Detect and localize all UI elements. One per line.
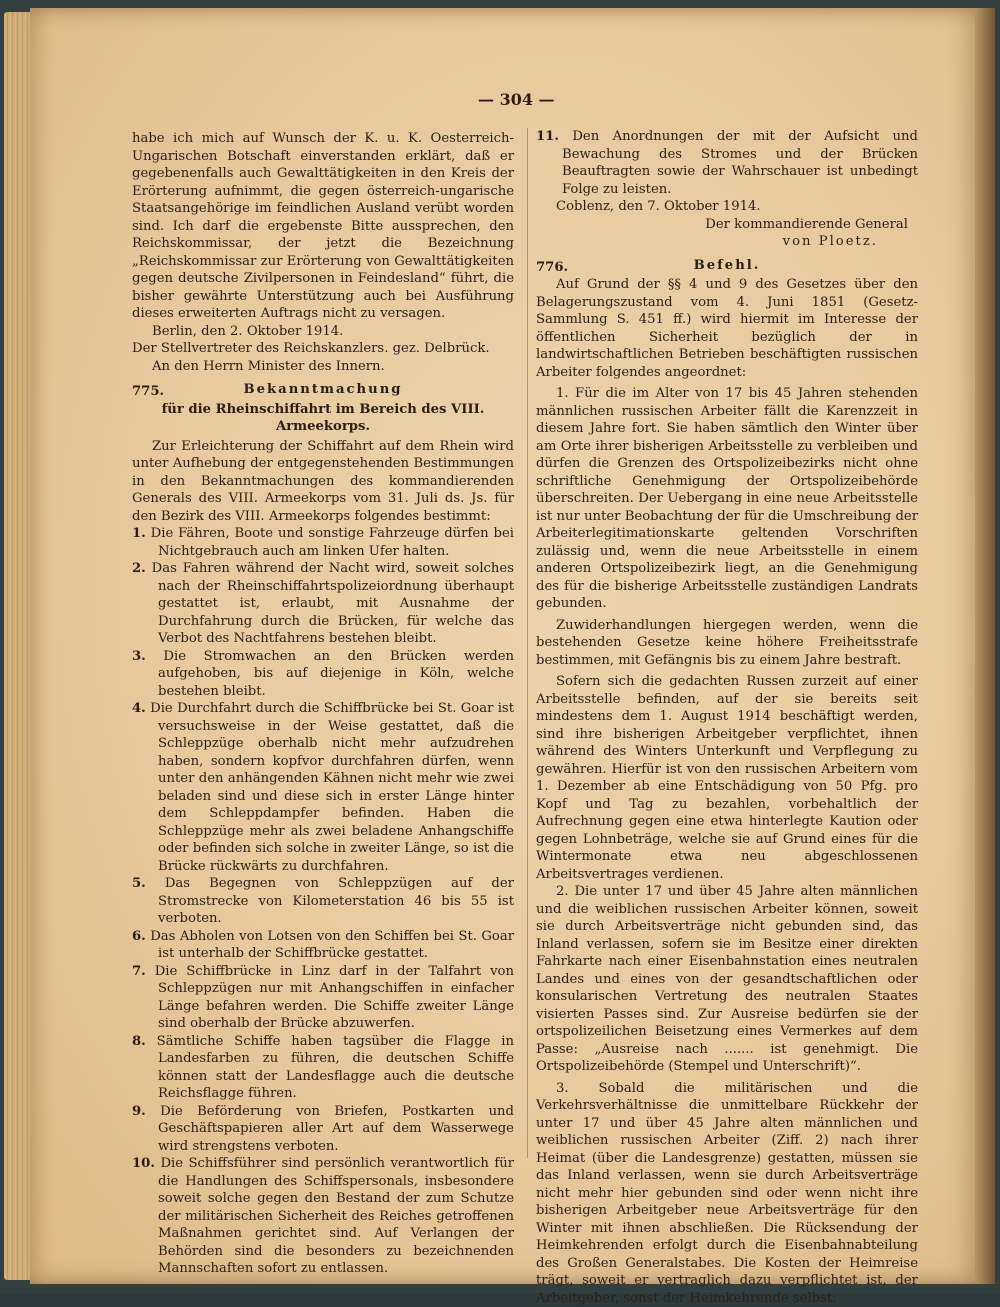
list-item [132, 1033, 514, 1103]
list-item-text: Die Beförderung von Briefen, Postkarten und Geschäftspapieren aller Art auf dem Wasserwege wird strengstens verboten. [158, 1104, 514, 1154]
list-item-number: 5. [132, 876, 146, 891]
list-item-text: Sämtliche Schiffe haben tagsüber die Flagge in Landesfarben zu führen, die deutschen Schiffe können statt der Landesflagge auch die deutsche Reichsflagge führen. [157, 1034, 514, 1102]
item-11 [536, 128, 918, 198]
item-11-text: Den Anordnungen der mit der Aufsicht und Bewachung des Stromes und der Brücken Beauftragten sowie der Wahrschauer ist unbedingt Folge zu leisten. [562, 129, 918, 197]
list-item [132, 560, 514, 648]
section-776-number: 776. [536, 259, 568, 277]
section-776-title: Befehl. [536, 257, 918, 275]
list-item-text: Die Durchfahrt durch die Schiffbrücke bei St. Goar ist versuchsweise in der Weise gestattet, daß die Schleppzüge oberhalb nicht mehr aufzudrehen haben, sondern kopfvor durchfahren dürfen, wenn unter den anhängenden Kähnen nicht mehr wie zwei beladen sind und diese sich in erster Länge hinter dem Schleppdampfer befinden. Haben die Schleppzüge mehr als zwei beladene Anhangschiffe oder befinden sich solche in zweiter Länge, so ist die Brücke rückwärts zu durchfahren. [150, 701, 514, 874]
list-item-text: Die Schiffbrücke in Linz darf in der Talfahrt von Schleppzügen nur mit Anhangschiffen in einfacher Länge befahren werden. Die Schiffe zweiter Länge sind oberhalb der Brücke abzuwerfen. [155, 964, 514, 1032]
page-number: — 304 — [478, 90, 555, 109]
section-775-header [132, 381, 514, 399]
section-775-items [132, 525, 514, 1278]
list-item-number: 7. [132, 964, 146, 979]
list-item [132, 875, 514, 928]
left-column [132, 130, 514, 1278]
right-column [536, 128, 918, 1307]
section-776-para-4: 2. Die unter 17 und über 45 Jahre alten männlichen und die weiblichen russischen Arbeiter können, soweit sie durch Arbeitsverträge nicht gebunden sind, das Inland verlassen, sofern sie im Besitze einer direkten Fahrkarte nach einer Eisenbahnstation eines neutralen Landes und eines von der gesandtschaftlichen oder konsularischen Vertretung des neutralen Staates visierten Passes sind. Zur Ausreise bedürfen sie der ortspolizeilichen Beisetzung eines Vermerkes auf dem Passe: „Ausreise nach ....... ist genehmigt. Die Ortspolizeibehörde (Stempel und Unterschrift)“. [536, 883, 918, 1076]
list-item-number: 3. [132, 649, 146, 664]
list-item-text: Das Begegnen von Schleppzügen auf der Stromstrecke von Kilometerstation 46 bis 55 ist verboten. [158, 876, 514, 926]
list-item-text: Das Abholen von Lotsen von den Schiffen bei St. Goar ist unterhalb der Schiffbrücke gestattet. [150, 929, 514, 962]
section-776-intro: Auf Grund der §§ 4 und 9 des Gesetzes über den Belagerungszustand vom 4. Juni 1851 (Gesetz-Sammlung S. 451 ff.) wird hiermit im Interesse der öffentlichen Sicherheit bezüglich der in landwirtschaftlichen Betrieben beschäftigten russischen Arbeiter folgendes angeordnet: [536, 276, 918, 381]
list-item [132, 648, 514, 701]
place-date-berlin: Berlin, den 2. Oktober 1914. [132, 323, 514, 341]
list-item [132, 700, 514, 875]
list-item-text: Die Fähren, Boote und sonstige Fahrzeuge dürfen bei Nichtgebrauch auch am linken Ufer halten. [151, 526, 514, 559]
list-item-number: 9. [132, 1104, 146, 1119]
list-item-number: 4. [132, 701, 146, 716]
signer-title: Der kommandierende General [536, 216, 918, 234]
section-776-para-5: 3. Sobald die militärischen und die Verkehrsverhältnisse die unmittelbare Rückkehr der unter 17 und über 45 Jahre alten männlichen und weiblichen russischen Arbeiter (Ziff. 2) nach ihrer Heimat (über die Landesgrenze) gestatten, müssen sie das Inland verlassen, wenn sie durch Arbeitsverträge nicht mehr hier gebunden sind oder wenn nicht ihre bisherigen Arbeitgeber neue Arbeitsverträge für den Winter mit ihnen abschließen. Die Rücksendung der Heimkehrenden erfolgt durch die Eisenbahnabteilung des Großen Generalstabes. Die Kosten der Heimreise trägt, soweit er vertraglich dazu verpflichtet ist, der Arbeitgeber, sonst der Heimkehrende selbst. [536, 1080, 918, 1307]
page-gutter-shadow [975, 8, 995, 1284]
column-divider [527, 128, 528, 1158]
list-item [132, 963, 514, 1033]
section-775-number: 775. [132, 383, 164, 401]
list-item-number: 6. [132, 929, 146, 944]
section-776-para-1: 1. Für die im Alter von 17 bis 45 Jahren stehenden männlichen russischen Arbeiter fällt die Karenzzeit in diesem Jahre fort. Sie haben sämtlich den Winter über am Orte ihrer bisherigen Arbeitsstelle zu verbleiben und dürfen die Grenzen des Ortspolizeibezirks nicht ohne schriftliche Genehmigung der Ortspolizeibehörde überschreiten. Der Uebergang in eine neue Arbeitsstelle ist nur unter Beobachtung der für die Umschreibung der Arbeiterlegitimationskarte geltenden Vorschriften zulässig und, wenn die neue Arbeitsstelle in einem anderen Ortspolizeibezirk liegt, an die Genehmigung des für die bisherige Arbeitsstelle zuständigen Landrats gebunden. [536, 385, 918, 613]
item-11-number: 11. [536, 129, 559, 144]
signature-line: Der Stellvertreter des Reichskanzlers. gez. Delbrück. [132, 340, 514, 358]
section-775-subtitle: für die Rheinschiffahrt im Bereich des VIII. Armeekorps. [132, 401, 514, 436]
section-776-header [536, 257, 918, 275]
list-item-number: 1. [132, 526, 146, 541]
list-item [132, 1155, 514, 1278]
signer-name: von Ploetz. [536, 233, 918, 251]
list-item-number: 8. [132, 1034, 146, 1049]
list-item [132, 928, 514, 963]
list-item-number: 10. [132, 1156, 155, 1171]
section-775-intro: Zur Erleichterung der Schiffahrt auf dem Rhein wird unter Aufhebung der entgegenstehenden Bestimmungen in den Bekanntmachungen des kommandierenden Generals des VIII. Armeekorps vom 31. Juli ds. Js. für den Bezirk des VIII. Armeekorps folgendes bestimmt: [132, 438, 514, 526]
intro-paragraph: habe ich mich auf Wunsch der K. u. K. Oesterreich-Ungarischen Botschaft einverstanden erklärt, daß er gegebenenfalls auch Gewalttätigkeiten in den Kreis der Erörterung aufnimmt, die gegen österreich-ungarische Staatsangehörige im feindlichen Ausland verübt worden sind. Ich darf die ergebenste Bitte aussprechen, den Reichskommissar, der jetzt die Bezeichnung „Reichskommissar zur Erörterung von Gewalttätigkeiten gegen deutsche Zivilpersonen in Feindesland“ führt, die bisher gewährte Unterstützung auch bei Ausführung dieses erweiterten Auftrags nicht zu versagen. [132, 130, 514, 323]
place-date-coblenz: Coblenz, den 7. Oktober 1914. [536, 198, 918, 216]
addressee-line: An den Herrn Minister des Innern. [132, 358, 514, 376]
list-item-text: Das Fahren während der Nacht wird, soweit solches nach der Rheinschiffahrtspolizeiordnung überhaupt gestattet ist, erlaubt, mit Ausnahme der Durchfahrung durch die Brücken, für welche das Verbot des Nachtfahrens bestehen bleibt. [152, 561, 514, 646]
list-item-number: 2. [132, 561, 146, 576]
list-item-text: Die Schiffsführer sind persönlich verantwortlich für die Handlungen des Schiffspersonals, insbesondere soweit solche gegen den Bestand der zum Schutze der militärischen Sicherheit des Reiches getroffenen Maßnahmen gerichtet sind. Auf Verlangen der Behörden sind die besonders zu bezeichnenden Mannschaften sofort zu entlassen. [158, 1156, 514, 1276]
list-item-text: Die Stromwachen an den Brücken werden aufgehoben, bis auf diejenige in Köln, welche bestehen bleibt. [158, 649, 514, 699]
list-item [132, 1103, 514, 1156]
list-item [132, 525, 514, 560]
section-775-title: Bekanntmachung [132, 381, 514, 399]
section-776-para-3: Sofern sich die gedachten Russen zurzeit auf einer Arbeitsstelle befinden, auf der sie bereits seit mindestens dem 1. August 1914 beschäftigt werden, sind ihre bisherigen Arbeitgeber verpflichtet, ihnen während des Winters Unterkunft und Verpflegung zu gewähren. Hierfür ist von den russischen Arbeitern vom 1. Dezember ab eine Entschädigung von 50 Pfg. pro Kopf und Tag zu bezahlen, vorbehaltlich der Aufrechnung gegen eine etwa hinterlegte Kaution oder gegen Lohnbeträge, welche sie auf Grund eines für die Wintermonate etwa neu abgeschlossenen Arbeitsvertrages verdienen. [536, 673, 918, 883]
section-776-para-2: Zuwiderhandlungen hiergegen werden, wenn die bestehenden Gesetze keine höhere Freiheitsstrafe bestimmen, mit Gefängnis bis zu einem Jahre bestraft. [536, 617, 918, 670]
